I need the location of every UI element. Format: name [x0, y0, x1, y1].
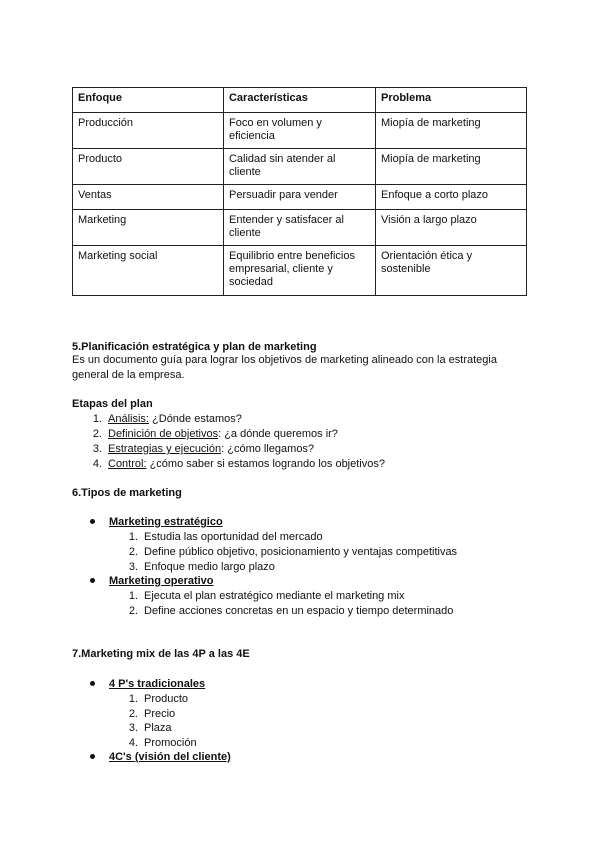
- list-item: 4. Control: ¿cómo saber si estamos logrando los objetivos?: [92, 458, 385, 470]
- table-header-cell: Características: [223, 88, 375, 113]
- table-row: [73, 210, 527, 246]
- table-cell: Marketing social: [73, 246, 224, 296]
- etapa-term: Análisis:: [108, 413, 149, 425]
- table-cell: Enfoque a corto plazo: [375, 185, 526, 210]
- list-item: 2. Definición de objetivos: ¿a dónde queremos ir?: [92, 428, 338, 440]
- table-header-cell: Enfoque: [73, 88, 224, 113]
- bullet-item: 4C's (visión del cliente): [90, 751, 231, 763]
- marketing-approaches-table: [72, 87, 527, 296]
- table-cell: Producción: [73, 113, 224, 149]
- table-header-cell: Problema: [375, 88, 526, 113]
- table-cell: Foco en volumen y eficiencia: [223, 113, 375, 149]
- table-row: [73, 113, 527, 149]
- bullet-item: 4 P's tradicionales: [90, 678, 205, 690]
- list-item: 1. Ejecuta el plan estratégico mediante el marketing mix: [128, 590, 405, 602]
- table-cell: Entender y satisfacer al cliente: [223, 210, 375, 246]
- table-cell: Producto: [73, 149, 224, 185]
- table-row: [73, 149, 527, 185]
- list-item: 3. Estrategias y ejecución: ¿cómo llegamos?: [92, 443, 315, 455]
- table-cell: Ventas: [73, 185, 224, 210]
- etapa-term: Estrategias y ejecución: [108, 443, 222, 455]
- bullet-item: Marketing operativo: [90, 575, 214, 587]
- list-item: 4. Promoción: [128, 737, 197, 749]
- etapa-term: Definición de objetivos: [108, 428, 219, 440]
- list-item: 1. Análisis: ¿Dónde estamos?: [92, 413, 242, 425]
- table-cell: Orientación ética y sostenible: [375, 246, 526, 296]
- section-7-title: 7.Marketing mix de las 4P a las 4E: [72, 648, 250, 660]
- section-5-title: 5.Planificación estratégica y plan de marketing: [72, 341, 317, 353]
- etapas-title: Etapas del plan: [72, 398, 153, 410]
- table-cell: Marketing: [73, 210, 224, 246]
- table-cell: Calidad sin atender al cliente: [223, 149, 375, 185]
- bullet-icon: [90, 754, 95, 759]
- list-item: 2. Define acciones concretas en un espacio y tiempo determinado: [128, 605, 454, 617]
- etapa-term: Control:: [108, 458, 147, 470]
- table-cell: Equilibrio entre beneficios empresarial, cliente y sociedad: [223, 246, 375, 296]
- list-item: 3. Enfoque medio largo plazo: [128, 561, 275, 573]
- list-item: 1. Producto: [128, 693, 189, 705]
- list-item: 2. Precio: [128, 708, 176, 720]
- bullet-icon: [90, 681, 95, 686]
- list-item: 2. Define público objetivo, posicionamiento y ventajas competitivas: [128, 546, 458, 558]
- table-cell: Miopía de marketing: [375, 149, 526, 185]
- table-cell: Visión a largo plazo: [375, 210, 526, 246]
- table-cell: Miopía de marketing: [375, 113, 526, 149]
- table-cell: Persuadir para vender: [223, 185, 375, 210]
- section-6-title: 6.Tipos de marketing: [72, 487, 182, 499]
- table-row: [73, 185, 527, 210]
- list-item: 3. Plaza: [128, 722, 172, 734]
- list-item: 1. Estudia las oportunidad del mercado: [128, 531, 323, 543]
- section-5-description: Es un documento guía para lograr los objetivos de marketing alineado con la estrategia general de la empresa.: [72, 354, 497, 381]
- bullet-icon: [90, 578, 95, 583]
- table-row: [73, 246, 527, 296]
- table-header-row: [73, 88, 527, 113]
- bullet-icon: [90, 519, 95, 524]
- bullet-item: Marketing estratégico: [90, 516, 223, 528]
